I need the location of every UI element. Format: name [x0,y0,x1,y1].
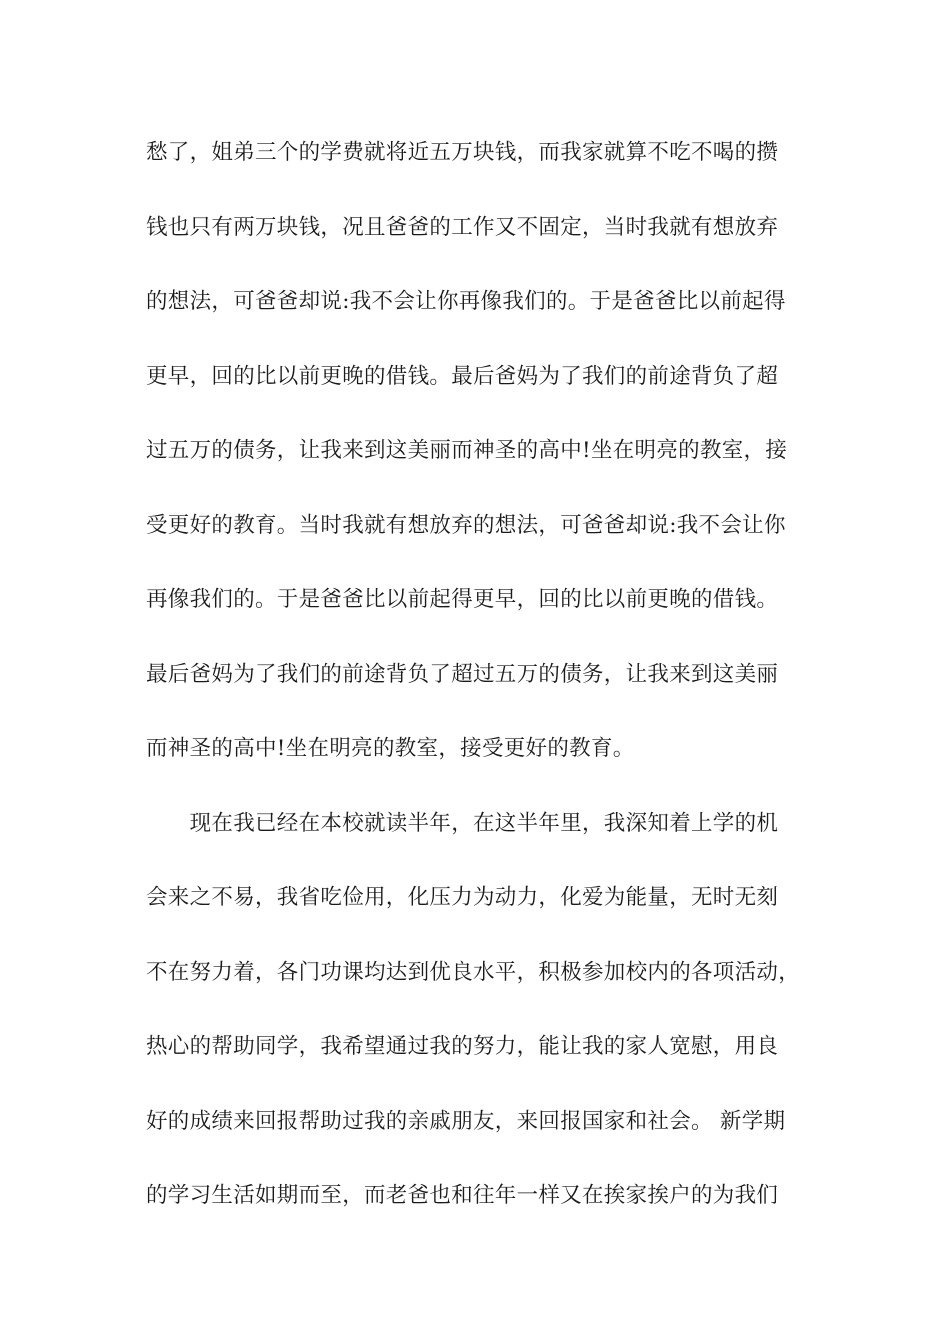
text-line: 而神圣的高中!坐在明亮的教室，接受更好的教育。 [146,736,635,761]
text-line: 愁了，姐弟三个的学费就将近五万块钱，而我家就算不吃不喝的攒 [146,140,779,165]
text-line: 再像我们的。于是爸爸比以前起得更早，回的比以前更晚的借钱。 [146,587,779,612]
text-line: 不在努力着，各门功课均达到优良水平，积极参加校内的各项活动， [146,959,801,985]
paragraph-start-line: 现在我已经在本校就读半年，在这半年里，我深知着上学的机 [146,810,779,836]
body-text [146,128,846,1246]
text-line: 受更好的教育。当时我就有想放弃的想法，可爸爸却说:我不会让你 [146,512,786,538]
text-line: 好的成绩来回报帮助过我的亲戚朋友，来回报国家和社会。 新学期 [146,1108,786,1134]
text-line: 的学习生活如期而至，而老爸也和往年一样又在挨家挨户的为我们 [146,1183,779,1208]
text-line: 最后爸妈为了我们的前途背负了超过五万的债务，让我来到这美丽 [146,661,779,687]
text-line: 的想法，可爸爸却说:我不会让你再像我们的。于是爸爸比以前起得 [146,289,786,314]
text-line: 更早，回的比以前更晚的借钱。最后爸妈为了我们的前途背负了超 [146,363,779,389]
text-line: 热心的帮助同学，我希望通过我的努力，能让我的家人宽慰，用良 [146,1034,779,1059]
text-line: 过五万的债务，让我来到这美丽而神圣的高中!坐在明亮的教室，接 [146,438,788,463]
text-line: 会来之不易，我省吃俭用，化压力为动力，化爱为能量，无时无刻 [146,885,779,910]
text-line: 钱也只有两万块钱，况且爸爸的工作又不固定，当时我就有想放弃 [146,214,779,240]
